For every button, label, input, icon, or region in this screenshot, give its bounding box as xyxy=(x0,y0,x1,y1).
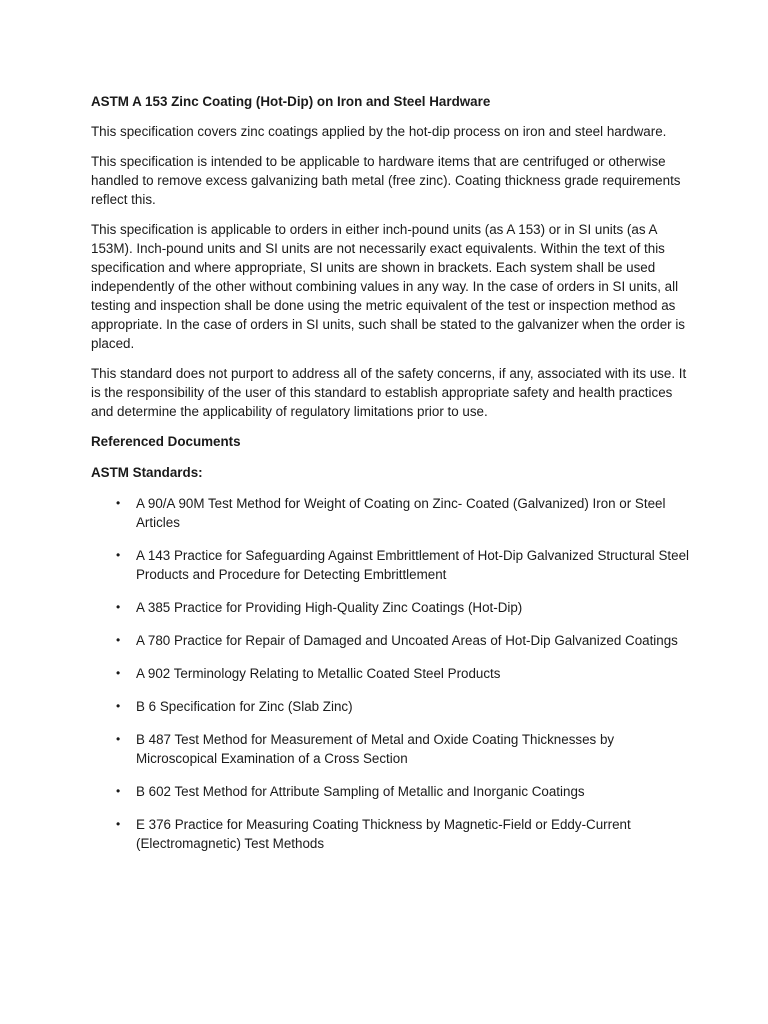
list-item xyxy=(91,730,690,768)
list-item-text: A 385 Practice for Providing High-Quality Zinc Coatings (Hot-Dip) xyxy=(136,600,523,615)
standards-list xyxy=(91,494,690,853)
list-item-text: A 143 Practice for Safeguarding Against Embrittlement of Hot-Dip Galvanized Structural Steel Products and Procedure for Detecting Embrittlement xyxy=(136,548,690,582)
bullet-icon: • xyxy=(116,784,121,798)
bullet-icon: • xyxy=(116,732,121,746)
bullet-icon: • xyxy=(116,699,121,713)
list-item xyxy=(91,697,690,716)
document-title: ASTM A 153 Zinc Coating (Hot-Dip) on Iron and Steel Hardware xyxy=(91,94,491,109)
paragraph-safety: This standard does not purport to address all of the safety concerns, if any, associated with its use. It is the responsibility of the user of this standard to establish appropriate safety and health practices and determine the applicability of regulatory limitations prior to use. xyxy=(91,366,687,419)
referenced-documents-heading: Referenced Documents xyxy=(91,434,241,449)
list-item-text: B 602 Test Method for Attribute Sampling of Metallic and Inorganic Coatings xyxy=(136,784,585,799)
bullet-icon: • xyxy=(116,633,121,647)
astm-standards-heading: ASTM Standards: xyxy=(91,465,203,480)
bullet-icon: • xyxy=(116,548,121,562)
list-item-text: B 6 Specification for Zinc (Slab Zinc) xyxy=(136,699,353,714)
bullet-icon: • xyxy=(116,817,121,831)
list-item xyxy=(91,598,690,617)
paragraph-applicability: This specification is intended to be applicable to hardware items that are centrifuged or otherwise handled to remove excess galvanizing bath metal (free zinc). Coating thickness grade requirements reflect this. xyxy=(91,154,681,207)
list-item xyxy=(91,631,690,650)
list-item xyxy=(91,546,690,584)
list-item xyxy=(91,782,690,801)
bullet-icon: • xyxy=(116,666,121,680)
list-item-text: E 376 Practice for Measuring Coating Thickness by Magnetic-Field or Eddy-Current (Electromagnetic) Test Methods xyxy=(136,817,631,851)
paragraph-units: This specification is applicable to orders in either inch-pound units (as A 153) or in SI units (as A 153M). Inch-pound units and SI units are not necessarily exact equivalents. Within the text of this specification and where appropriate, SI units are shown in brackets. Each system shall be used independently of the other without combining values in any way. In the case of orders in SI units, all testing and inspection shall be done using the metric equivalent of the test or inspection method as appropriate. In the case of orders in SI units, such shall be stated to the galvanizer when the order is placed. xyxy=(91,222,685,351)
list-item xyxy=(91,815,690,853)
bullet-icon: • xyxy=(116,496,121,510)
list-item-text: A 780 Practice for Repair of Damaged and Uncoated Areas of Hot-Dip Galvanized Coatings xyxy=(136,633,678,648)
list-item xyxy=(91,664,690,683)
list-item xyxy=(91,494,690,532)
list-item-text: A 90/A 90M Test Method for Weight of Coating on Zinc- Coated (Galvanized) Iron or Steel Articles xyxy=(136,496,666,530)
paragraph-scope: This specification covers zinc coatings applied by the hot-dip process on iron and steel hardware. xyxy=(91,124,667,139)
bullet-icon: • xyxy=(116,600,121,614)
list-item-text: A 902 Terminology Relating to Metallic Coated Steel Products xyxy=(136,666,501,681)
list-item-text: B 487 Test Method for Measurement of Metal and Oxide Coating Thicknesses by Microscopical Examination of a Cross Section xyxy=(136,732,615,766)
